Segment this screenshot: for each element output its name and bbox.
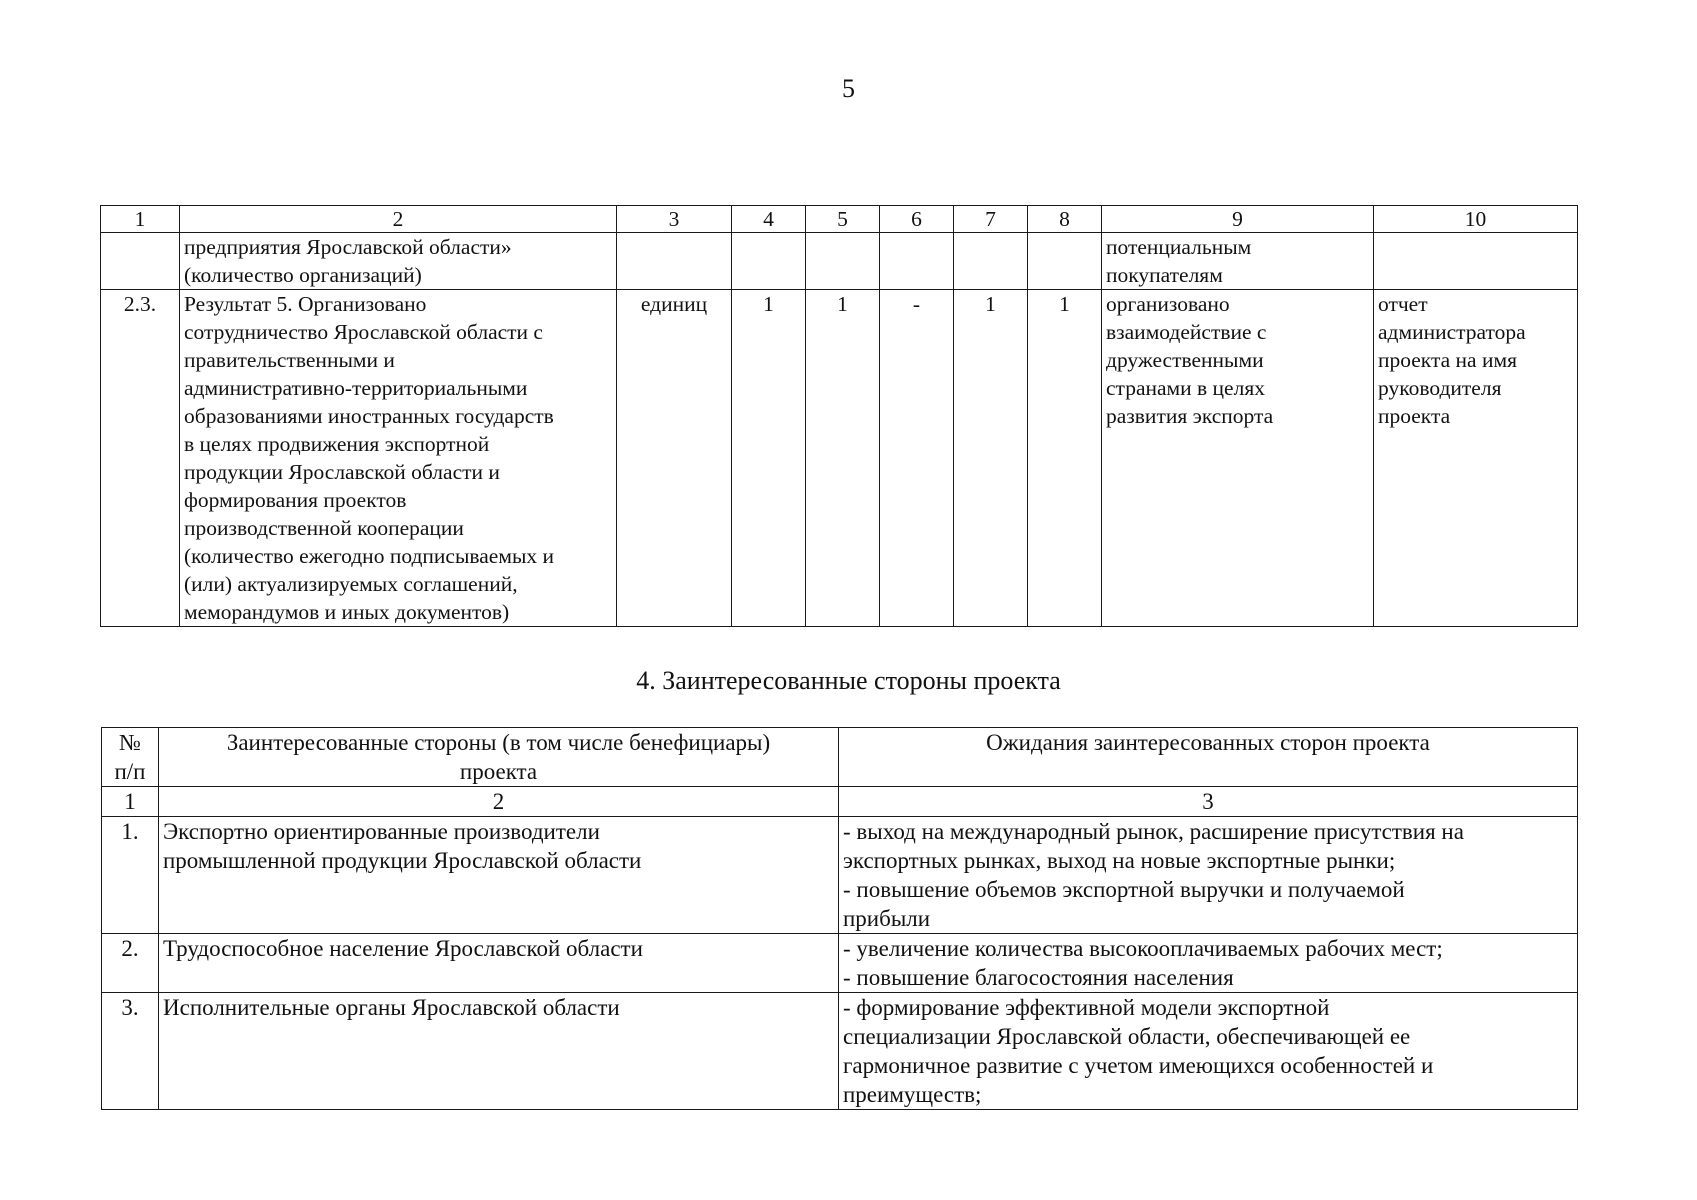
text-line: п/п [114,759,146,784]
text-line: (количество ежегодно подписываемых и [184,544,555,568]
party-cell [159,934,839,993]
text-line: покупателям [1106,263,1223,287]
section-title: 4. Заинтересованные стороны проекта [636,666,1061,695]
result-name-cell [180,290,617,627]
outcome-cell [1102,233,1374,290]
table-row [102,993,1578,1110]
index-cell: 1 [102,787,159,817]
value-cell [806,233,880,290]
text-line: сотрудничество Ярославской области с [184,320,543,344]
stakeholders-table [101,727,1578,1110]
text-line: меморандумов и иных документов) [184,600,510,624]
text-line: организовано [1106,292,1230,316]
text-line: продукции Ярославской области и [184,460,500,484]
value-cell: 1 [954,290,1028,627]
header-cell: 8 [1028,206,1102,233]
value-cell: - [880,290,954,627]
text-line: взаимодействие с [1106,320,1267,344]
text-line: производственной кооперации [184,516,464,540]
text-line: (количество организаций) [184,263,422,287]
report-cell [1374,290,1578,627]
row-number: 2.3. [101,290,180,627]
text-line: - увеличение количества высокооплачиваемых рабочих мест; [843,936,1443,961]
value-cell [954,233,1028,290]
text-line: преимуществ; [843,1082,982,1107]
header-cell: 2 [180,206,617,233]
value-cell [880,233,954,290]
value-cell [732,233,806,290]
text-line: предприятия Ярославской области» [184,235,512,259]
header-party-cell [159,728,839,787]
text-line: дружественными [1106,348,1264,372]
text-line: административно-территориальными [184,376,528,400]
expect-cell [839,934,1578,993]
header-num-cell [102,728,159,787]
index-cell: 2 [159,787,839,817]
stakeholders-table-header [102,728,1578,787]
text-line: развития экспорта [1106,404,1274,428]
text-line: потенциальным [1106,235,1252,259]
header-cell: 9 [1102,206,1374,233]
party-cell [159,817,839,934]
text-line: образованиями иностранных государств [184,404,554,428]
page-number: 5 [842,74,855,103]
text-line: проекта на имя [1378,348,1517,372]
text-line: Результат 5. Организовано [184,292,427,316]
text-line: администратора [1378,320,1526,344]
text-line: - повышение благосостояния населения [843,965,1234,990]
header-cell: 3 [617,206,732,233]
expect-cell [839,993,1578,1110]
row-number [101,233,180,290]
outcome-cell [1102,290,1374,627]
value-cell: 1 [806,290,880,627]
text-line: специализации Ярославской области, обеспечивающей ее [843,1024,1411,1049]
text-line: странами в целях [1106,376,1265,400]
text-line: отчет [1378,292,1428,316]
stakeholders-index-row [102,787,1578,817]
row-number: 1. [102,817,159,934]
header-cell: 4 [732,206,806,233]
text-line: Трудоспособное население Ярославской области [163,936,643,961]
table-row [102,817,1578,934]
table-row [101,290,1578,627]
text-line: гармоничное развитие с учетом имеющихся особенностей и [843,1053,1434,1078]
text-line: формирования проектов [184,488,407,512]
expect-cell [839,817,1578,934]
value-cell [1028,233,1102,290]
text-line: Экспортно ориентированные производители [163,819,600,844]
results-table-header [101,206,1578,233]
header-cell: 6 [880,206,954,233]
text-line: проекта [1378,404,1451,428]
row-number: 2. [102,934,159,993]
table-row [102,934,1578,993]
value-cell: 1 [1028,290,1102,627]
unit-cell: единиц [617,290,732,627]
table-row [101,233,1578,290]
result-name-cell [180,233,617,290]
text-line: прибыли [843,906,931,931]
text-line: руководителя [1378,376,1502,400]
text-line: правительственными и [184,348,395,372]
text-line: - формирование эффективной модели экспортной [843,995,1330,1020]
text-line: Исполнительные органы Ярославской области [163,995,620,1020]
text-line: Заинтересованные стороны (в том числе бенефициары) [226,730,771,755]
report-cell [1374,233,1578,290]
party-cell [159,993,839,1110]
header-cell: 1 [101,206,180,233]
text-line: экспортных рынках, выход на новые экспортные рынки; [843,848,1396,873]
text-line: в целях продвижения экспортной [184,432,490,456]
header-cell: 10 [1374,206,1578,233]
text-line: - выход на международный рынок, расширение присутствия на [843,819,1464,844]
row-number: 3. [102,993,159,1110]
header-cell: 5 [806,206,880,233]
text-line: (или) актуализируемых соглашений, [184,572,518,596]
header-expect-cell: Ожидания заинтересованных сторон проекта [839,728,1578,787]
text-line: - повышение объемов экспортной выручки и получаемой [843,877,1405,902]
value-cell: 1 [732,290,806,627]
unit-cell [617,233,732,290]
text-line: промышленной продукции Ярославской области [163,848,642,873]
text-line: № [119,730,141,755]
index-cell: 3 [839,787,1578,817]
header-cell: 7 [954,206,1028,233]
text-line: проекта [459,759,538,784]
results-table [100,205,1578,627]
